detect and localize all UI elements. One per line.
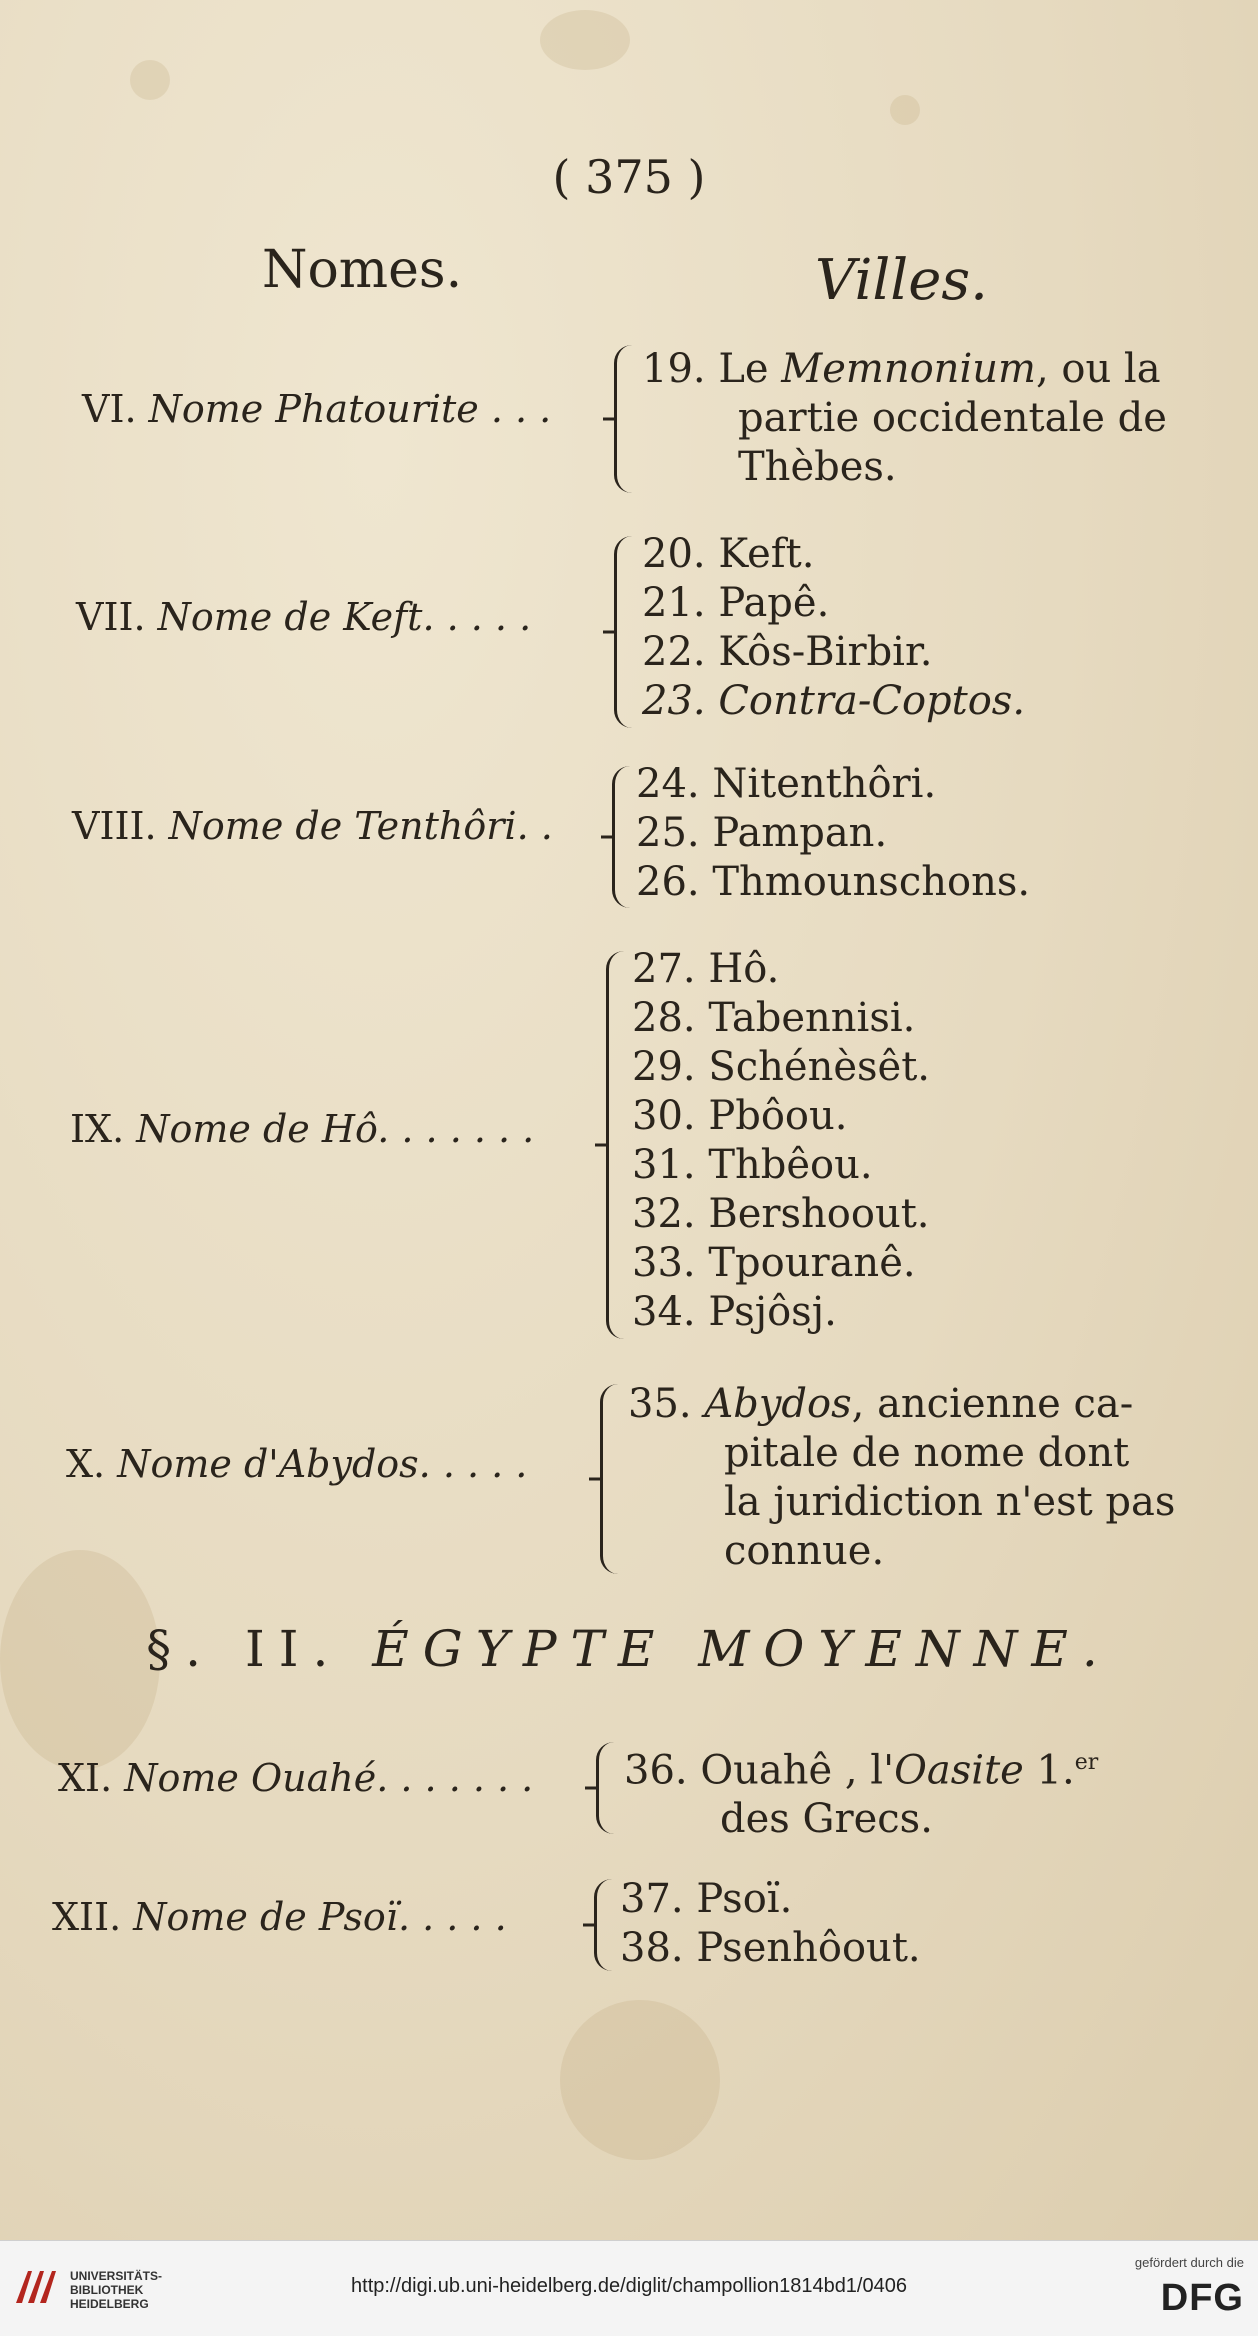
source-url[interactable]: http://digi.ub.uni-heidelberg.de/diglit/champollion1814bd1/0406: [351, 2275, 907, 2297]
funding-note: gefördert durch die: [1134, 2255, 1244, 2270]
section-title: §. II. ÉGYPTE MOYENNE.: [146, 1620, 1112, 1678]
ville-item: 24. Nitenthôri.: [636, 761, 937, 807]
ville-item: 38. Psenhôout.: [620, 1925, 921, 1971]
page-number: ( 375 ): [552, 150, 706, 204]
nome-label: XI. Nome Ouahé. . . . . . .: [58, 1756, 534, 1800]
brace: [606, 951, 625, 1339]
villes-list: [642, 530, 1025, 726]
nome-label: VIII. Nome de Tenthôri. .: [72, 804, 553, 848]
nome-label: XII. Nome de Psoï. . . . .: [52, 1895, 507, 1939]
nome-row-x: [0, 1380, 1258, 1580]
nome-row-vii: [0, 530, 1258, 730]
dfg-logo[interactable]: DFG: [1160, 2277, 1244, 2319]
brace: [614, 345, 633, 493]
ville-item: 25. Pampan.: [636, 810, 888, 856]
nome-row-ix: [0, 945, 1258, 1345]
ville-continuation: connue.: [724, 1528, 885, 1574]
ville-item: 26. Thmounschons.: [636, 859, 1031, 905]
paper-stain: [130, 60, 170, 100]
ville-item: 29. Schénèsêt.: [632, 1044, 930, 1090]
ville-continuation: des Grecs.: [720, 1796, 933, 1843]
brace: [614, 536, 633, 728]
nome-label: VI. Nome Phatourite . . .: [82, 387, 552, 431]
footer-bar: [0, 2240, 1258, 2336]
ville-item: 37. Psoï.: [620, 1876, 793, 1922]
villes-list: [628, 1380, 1175, 1576]
ville-item: 34. Psjôsj.: [632, 1289, 837, 1335]
nome-label: IX. Nome de Hô. . . . . . .: [70, 1107, 535, 1151]
nome-row-xii: [0, 1875, 1258, 1975]
ville-item: 23. Contra-Coptos.: [642, 678, 1026, 724]
ville-continuation: partie occidentale de: [738, 395, 1167, 441]
nome-label: VII. Nome de Keft. . . . .: [76, 595, 532, 639]
villes-list: [642, 345, 1167, 492]
ville-continuation: Thèbes.: [738, 444, 897, 490]
column-header-villes: Villes.: [815, 248, 988, 313]
brace: [594, 1879, 613, 1971]
villes-list: [620, 1875, 921, 1973]
paper-stain: [560, 2000, 720, 2160]
nome-row-viii: [0, 760, 1258, 910]
ville-item: 28. Tabennisi.: [632, 995, 916, 1041]
ville-continuation: la juridiction n'est pas: [724, 1479, 1176, 1525]
ville-item: 19. Le Memnonium, ou la: [642, 346, 1161, 392]
ville-item: 33. Tpouranê.: [632, 1240, 916, 1286]
ville-item: 36. Ouahê , l'Oasite 1.$^{er}$: [624, 1747, 1099, 1794]
villes-list: [636, 760, 1030, 907]
ville-item: 20. Keft.: [642, 531, 815, 577]
ville-item: 22. Kôs-Birbir.: [642, 629, 933, 675]
column-header-nomes: Nomes.: [262, 240, 463, 300]
ville-item: 21. Papê.: [642, 580, 830, 626]
paper-stain: [540, 10, 630, 70]
paper-stain: [890, 95, 920, 125]
ville-item: 31. Thbêou.: [632, 1142, 873, 1188]
brace: [600, 1384, 619, 1574]
nome-row-vi: [0, 345, 1258, 495]
nome-row-xi: [0, 1738, 1258, 1843]
ville-item: 32. Bershoout.: [632, 1191, 930, 1237]
brace: [612, 766, 631, 908]
ville-item: 27. Hô.: [632, 946, 780, 992]
institution-name: UNIVERSITÄTS- BIBLIOTHEK HEIDELBERG: [70, 2269, 163, 2311]
ville-item: 30. Pbôou.: [632, 1093, 848, 1139]
ville-item: 35. Abydos, ancienne ca-: [628, 1381, 1134, 1427]
brace: [596, 1742, 615, 1834]
villes-list: [624, 1738, 1098, 1844]
villes-list: [632, 945, 930, 1337]
nome-label: X. Nome d'Abydos. . . . .: [66, 1442, 528, 1486]
ville-continuation: pitale de nome dont: [724, 1430, 1130, 1476]
